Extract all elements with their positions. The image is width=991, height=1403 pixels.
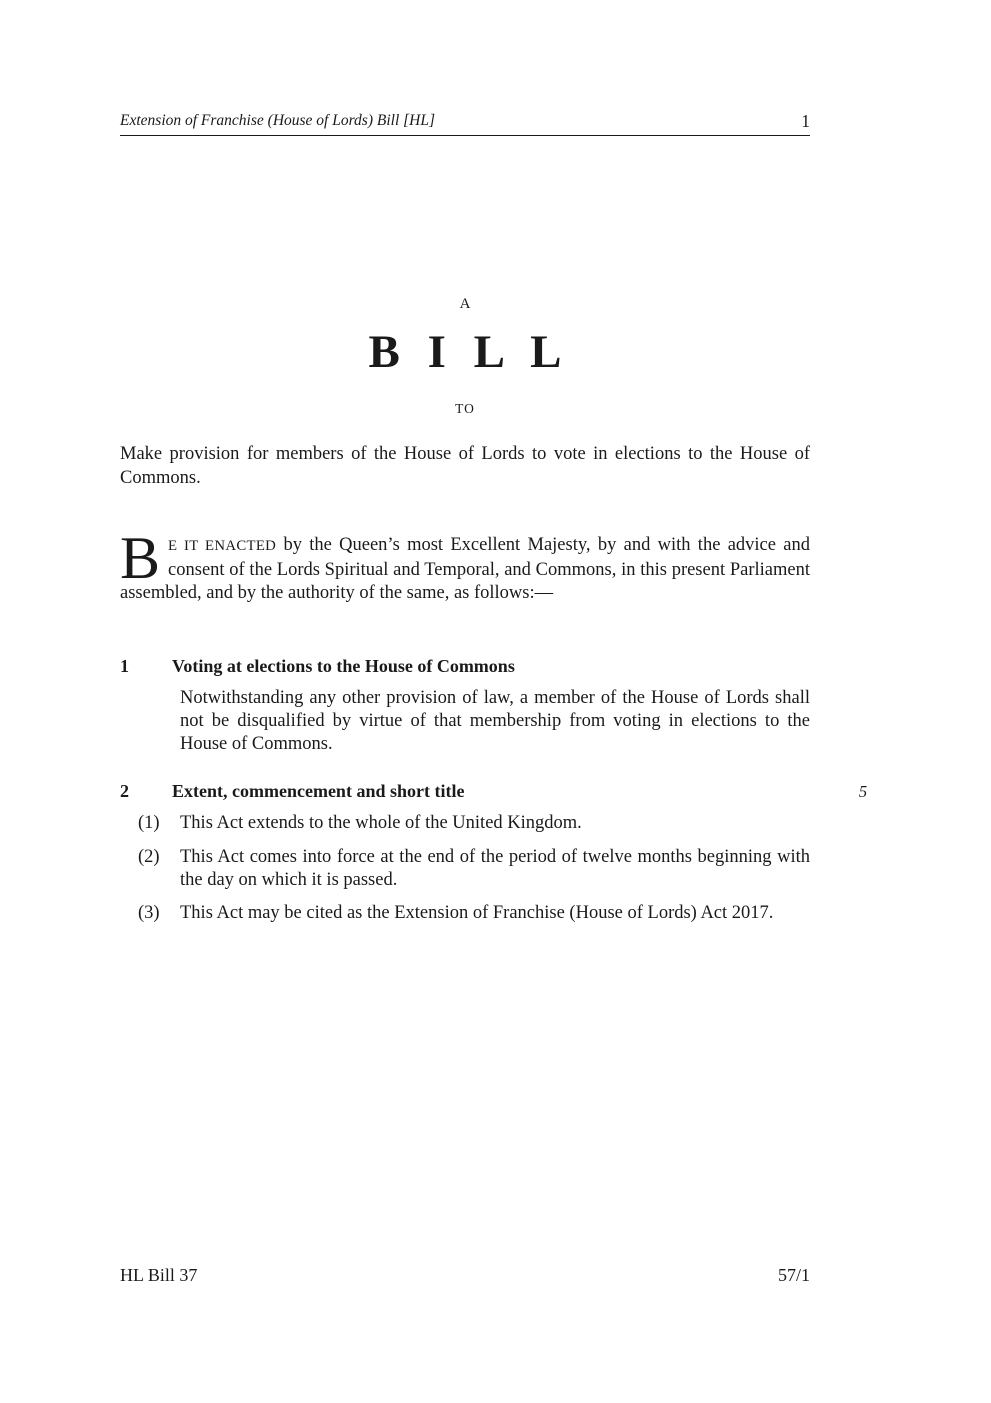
subsection-1 [120,812,810,835]
subsection-2 [120,846,810,892]
section-2-heading [120,780,868,802]
subsection-text: This Act may be cited as the Extension of Franchise (House of Lords) Act 2017. [180,903,774,923]
long-title: Make provision for members of the House of Lords to vote in elections to the House of Commons. [120,444,810,488]
footer-session-code: 57/1 [777,1265,810,1285]
enacting-small-caps: E IT ENACTED [168,538,277,554]
page-number: 1 [801,110,810,131]
subsection-text: This Act extends to the whole of the United Kingdom. [180,813,582,833]
subsection-number: (2) [138,847,160,867]
section-number: 2 [120,781,129,801]
enacting-formula [120,525,810,606]
margin-line-number: 5 [858,782,868,801]
drop-cap: B [120,525,161,591]
section-title: Voting at elections to the House of Commons [172,656,515,676]
running-header [120,112,810,136]
subsection-text: This Act comes into force at the end of the period of twelve months beginning with the day on which it is passed. [180,847,810,890]
masthead [120,296,810,417]
section-1-heading [120,655,810,677]
enacting-text: by the Queen’s most Excellent Majesty, by and with the advice and consent of the Lords Spiritual and Temporal, and Commons, in this present Parliament assembled, and by the authority of the same, as follows:— [120,535,810,603]
subsection-number: (3) [138,903,160,923]
bill-title: B I L L [368,326,570,378]
page-footer [120,1265,810,1286]
subsection-3 [120,902,810,925]
subsection-number: (1) [138,813,160,833]
masthead-article: A [459,296,471,312]
footer-bill-number: HL Bill 37 [120,1265,198,1285]
section-number: 1 [120,656,129,676]
section-title: Extent, commencement and short title [172,781,465,801]
masthead-preposition: TO [455,401,475,416]
running-title: Extension of Franchise (House of Lords) Bill [HL] [120,112,436,129]
section-1-body: Notwithstanding any other provision of law, a member of the House of Lords shall not be disqualified by virtue of that membership from voting in elections to the House of Commons. [180,688,810,754]
